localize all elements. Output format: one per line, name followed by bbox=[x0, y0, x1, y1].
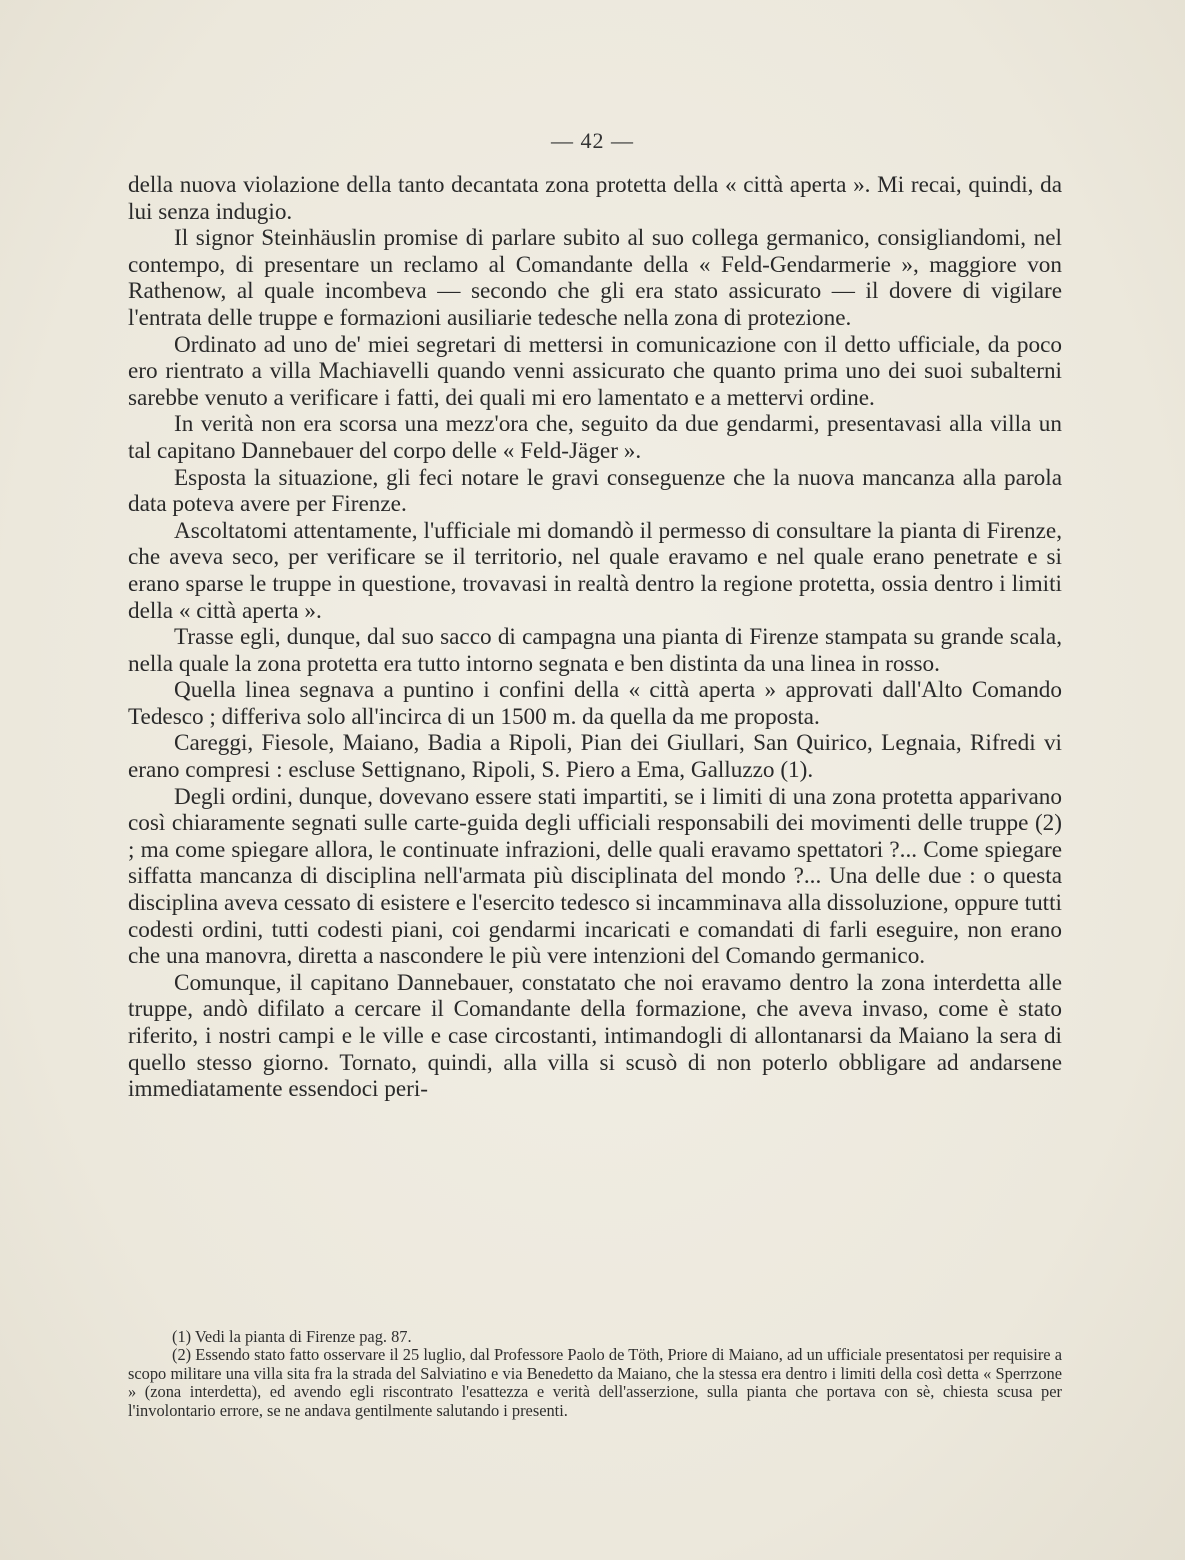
page-number: — 42 — bbox=[551, 128, 634, 153]
paragraph-10: Degli ordini, dunque, dovevano essere stati impartiti, se i limiti di una zona protetta apparivano così chiaramente segnati sulle carte-guida degli ufficiali responsabili dei movimenti delle truppe (2) ; ma come spiegare allora, le continuate infrazioni, delle quali eravamo spettatori ?... Come spiegare siffatta mancanza di disciplina nell'armata più disciplinata del mondo ?... Una delle due : o questa disciplina aveva cessato di esistere e l'esercito tedesco si incamminava alla dissoluzione, oppure tutti codesti ordini, tutti codesti piani, coi gendarmi incaricati e comandati di farli eseguire, non erano che una manovra, diretta a nascondere le più vere intenzioni del Comando germanico. bbox=[128, 783, 1062, 970]
paragraph-4: In verità non era scorsa una mezz'ora che, seguito da due gendarmi, presentavasi alla villa un tal capitano Dannebauer del corpo delle « Feld-Jäger ». bbox=[128, 411, 1062, 464]
paragraph-2: Il signor Steinhäuslin promise di parlare subito al suo collega germanico, consigliandomi, nel contempo, di presentare un reclamo al Comandante della « Feld-Gendarmerie », maggiore von Rathenow, al quale incombeva — secondo che gli era stato assicurato — il dovere di vigilare l'entrata delle truppe e formazioni ausiliarie tedesche nella zona di protezione. bbox=[128, 225, 1062, 331]
paragraph-7: Trasse egli, dunque, dal suo sacco di campagna una pianta di Firenze stampata su grande scala, nella quale la zona protetta era tutto intorno segnata e ben distinta da una linea in rosso. bbox=[128, 624, 1062, 677]
paragraph-1: della nuova violazione della tanto decantata zona protetta della « città aperta ». Mi recai, quindi, da lui senza indugio. bbox=[128, 172, 1062, 225]
paragraph-8: Quella linea segnava a puntino i confini della « città aperta » approvati dall'Alto Comando Tedesco ; differiva solo all'incirca di un 1500 m. da quella da me proposta. bbox=[128, 677, 1062, 730]
paragraph-5: Esposta la situazione, gli feci notare le gravi conseguenze che la nuova mancanza alla parola data poteva avere per Firenze. bbox=[128, 464, 1062, 518]
footnotes bbox=[128, 1328, 1062, 1420]
paragraph-6: Ascoltatomi attentamente, l'ufficiale mi domandò il permesso di consultare la pianta di Firenze, che aveva seco, per verificare se il territorio, nel quale eravamo e nel quale erano penetrate e si erano sparse le truppe in questione, trovavasi in realtà dentro la regione protetta, ossia dentro i limiti della « città aperta ». bbox=[128, 517, 1062, 624]
footnote-1: (1) Vedi la pianta di Firenze pag. 87. bbox=[172, 1327, 412, 1346]
body-text bbox=[128, 172, 1062, 1103]
paragraph-3: Ordinato ad uno de' miei segretari di mettersi in comunicazione con il detto ufficiale, da poco ero rientrato a villa Machiavelli quando venni assicurato che quanto prima uno dei suoi subalterni sarebbe venuto a verificare i fatti, dei quali mi ero lamentato e a mettervi ordine. bbox=[128, 331, 1062, 411]
paragraph-9: Careggi, Fiesole, Maiano, Badia a Ripoli, Pian dei Giullari, San Quirico, Legnaia, Rifredi vi erano compresi : escluse Settignano, Ripoli, S. Piero a Ema, Galluzzo (1). bbox=[128, 730, 1062, 784]
paragraph-11: Comunque, il capitano Dannebauer, constatato che noi eravamo dentro la zona interdetta alle truppe, andò difilato a cercare il Comandante della formazione, che aveva invaso, come è stato riferito, i nostri campi e le ville e case circostanti, intimandogli di allontanarsi da Maiano la sera di quello stesso giorno. Tornato, quindi, alla villa si scusò di non poterlo obbligare ad andarsene immediatamente essendoci peri- bbox=[128, 969, 1062, 1103]
footnote-2: (2) Essendo stato fatto osservare il 25 luglio, dal Professore Paolo de Töth, Priore di Maiano, ad un ufficiale presentatosi per requisire a scopo militare una villa sita fra la strada del Salviatino e via Benedetto da Maiano, che la stessa era dentro i limiti della così detta « Sperrzone » (zona interdetta), ed avendo egli riscontrato l'esattezza e verità dell'asserzione, sulla pianta che portava con sè, chiesta scusa per l'involontario errore, se ne andava gentilmente salutando i presenti. bbox=[128, 1345, 1062, 1420]
